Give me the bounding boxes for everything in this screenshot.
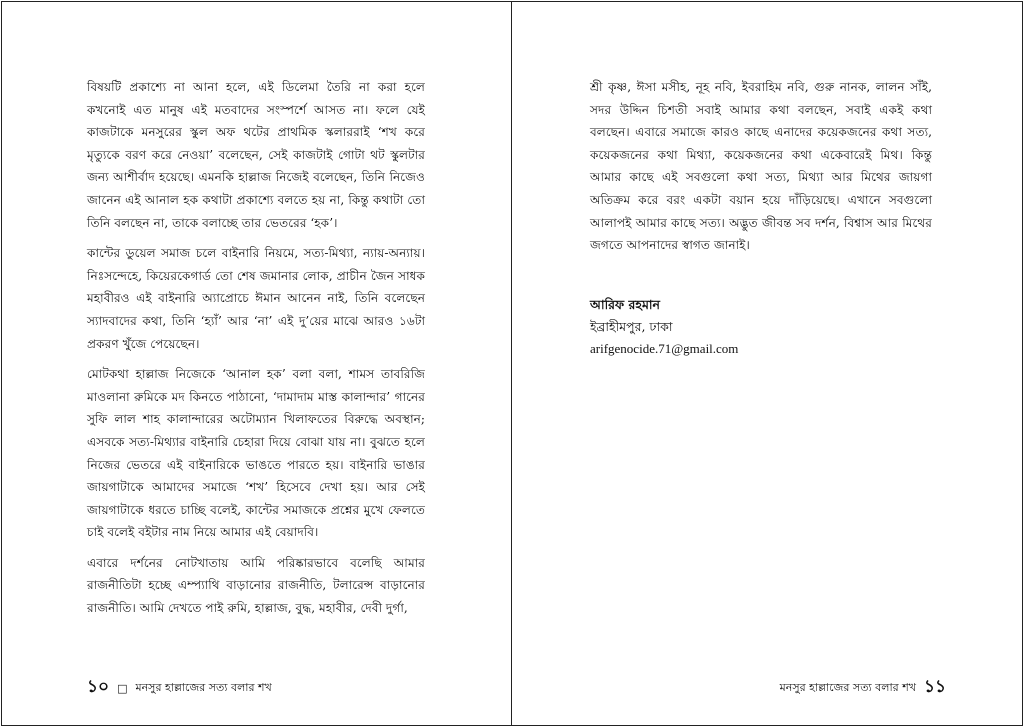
paragraph: বিষয়টি প্রকাশ্যে না আনা হলে, এই ডিলেমা তৈরি না করা হলে কখনোই এত মানুষ এই মতবাদের সংস্পর্শে আসত না। ফলে যেই কাজটাকে মনসুরের স্কুল অফ থটের প্রাথমিক স্কলাররাই ‘শখ করে মৃত্যুকে বরণ করে নেওয়া’ বলেছেন, সেই কাজটাই গোটা থট স্কুলটার জন্য আশীর্বাদ হয়েছে। এমনকি হাল্লাজ নিজেই বলেছেন, তিনি নিজেও জানেন এই আনাল হক কথাটা প্রকাশ্যে বলতে হয় না, কিন্তু কথাটা তো তিনি বলছেন না, তাকে বলাচ্ছে তার ভেতরের ‘হক’। bbox=[87, 80, 425, 230]
separator-icon: □ bbox=[117, 681, 128, 695]
paragraph: কান্টের ডুয়েল সমাজ চলে বাইনারি নিয়মে, সত্য-মিথ্যা, ন্যায়-অন্যায়। নিঃসন্দেহে, কিয়েরকেগার্ড তো শেষ জমানার লোক, প্রাচীন জৈন সাধক মহাবীরও এই বাইনারি অ্যাপ্রোচে ঈমান আনেন নাই, তিনি বলেছেন স্যাদবাদের কথা, তিনি ‘হ্যাঁ’ আর ‘না’ এই দু’য়ের মাঝে আরও ১৬টা প্রকরণ খুঁজে পেয়েছেন। bbox=[87, 246, 425, 351]
paragraph: মোটকথা হাল্লাজ নিজেকে ‘আনাল হক’ বলা বলা, শামস তাবরিজি মাওলানা রুমিকে মদ কিনতে পাঠানো, ‘দামাদাম মাস্ত কালান্দার’ গানের সুফি লাল শাহ কালান্দারের অটোম্যান খিলাফতের বিরুদ্ধে অবস্থান; এসবকে সত্য-মিথ্যার বাইনারি চেহারা দিয়ে বোঝা যায় না। বুঝতে হলে নিজের ভেতরে এই বাইনারিকে ভাঙতে পারতে হয়। বাইনারি ভাঙার জায়গাটাকে আমাদের সমাজে ‘শখ’ হিসেবে দেখা হয়। আর সেই জায়গাটাকে ধরতে চাচ্ছি বলেই, কান্টের সমাজকে প্রশ্নের মুখে ফেলতে চাই বলেই বইটার নাম নিয়ে আমার এই বেয়াদবি। bbox=[87, 367, 425, 540]
author-name: আরিফ রহমান bbox=[590, 297, 660, 312]
author-location: ইব্রাহীমপুর, ঢাকা bbox=[590, 319, 673, 334]
paragraph: এবারে দর্শনের নোটখাতায় আমি পরিষ্কারভাবে বলেছি আমার রাজনীতিটা হচ্ছে এম্প্যাথি বাড়ানোর রাজনীতি, টলারেন্স বাড়ানোর রাজনীতি। আমি দেখতে পাই রুমি, হাল্লাজ, বুদ্ধ, মহাবীর, দেবী দুর্গা, bbox=[87, 555, 425, 616]
right-page-footer bbox=[780, 674, 946, 702]
page-number: ১০ bbox=[87, 677, 110, 697]
author-email: arifgenocide.71@gmail.com bbox=[590, 341, 739, 356]
page-number: ১১ bbox=[923, 677, 946, 697]
right-page bbox=[512, 0, 1024, 727]
left-page-body bbox=[87, 76, 425, 628]
author-signature bbox=[590, 294, 890, 360]
running-title: মনসুর হাল্লাজের সত্য বলার শখ bbox=[779, 680, 916, 694]
left-page-footer bbox=[87, 674, 272, 702]
paragraph: শ্রী কৃষ্ণ, ঈসা মসীহ, নূহ নবি, ইবরাহিম নবি, গুরু নানক, লালন সাঁই, সদর উদ্দিন চিশতী সবাই আমার কথা বলছেন, সবাই একই কথা বলছেন। এবারে সমাজে কারও কাছে এনাদের কয়েকজনের কথা সত্য, কয়েকজনের কথা মিথ্যা, কয়েকজনের কথা একেবারেই মিথ। কিন্তু আমার কাছে এই সবগুলো কথা সত্য, মিথ্যা আর মিথের জায়গা অতিক্রম করে বরং একটা বয়ান হয়ে দাঁড়িয়েছে। এখানে সবগুলো আলাপই আমার কাছে সত্য। অদ্ভুত জীবন্ত সব দর্শন, বিশ্বাস আর মিথের জগতে আপনাদের স্বাগত জানাই। bbox=[590, 80, 932, 253]
right-page-body bbox=[590, 76, 932, 265]
left-page bbox=[0, 0, 511, 727]
running-title: মনসুর হাল্লাজের সত্য বলার শখ bbox=[135, 680, 272, 694]
